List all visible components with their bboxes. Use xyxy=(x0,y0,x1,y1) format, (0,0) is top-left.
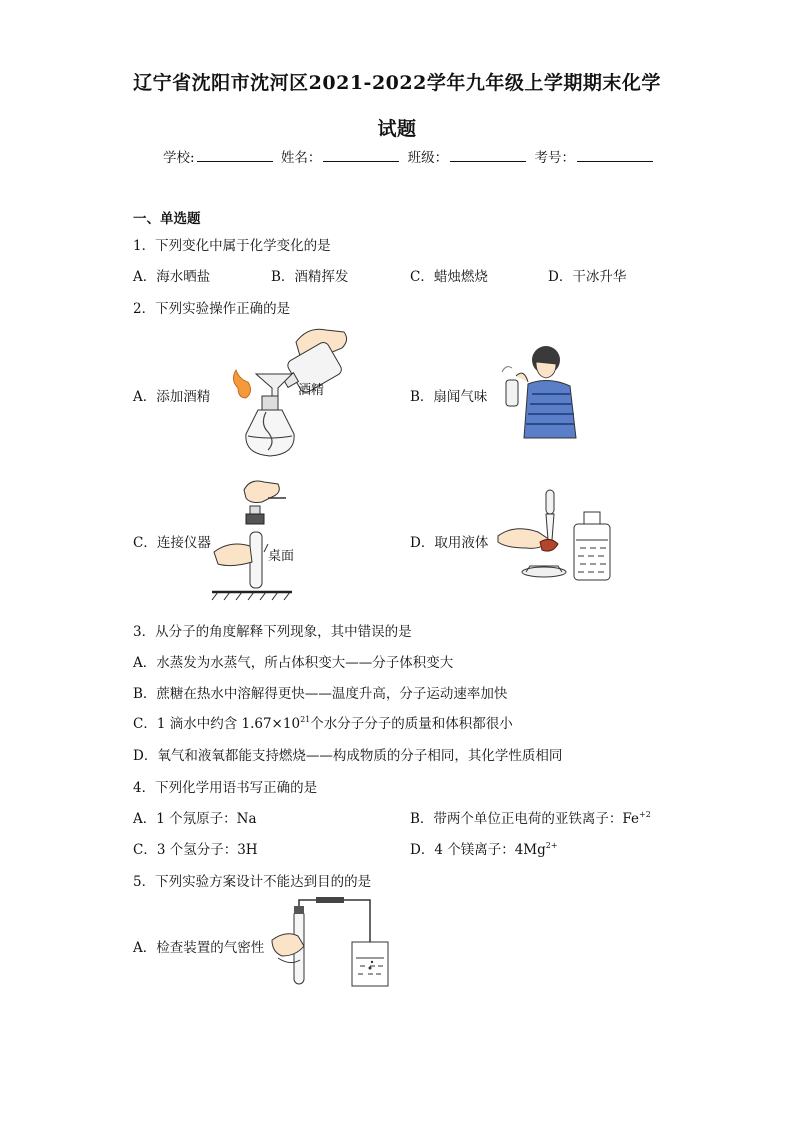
q4-option-d-text: D．4 个镁离子：4Mg xyxy=(410,842,546,858)
alcohol-label: 酒精 xyxy=(298,383,325,398)
exam-no-label: 考号： xyxy=(534,150,575,166)
desktop-label: 桌面 xyxy=(268,549,295,564)
exam-no-blank[interactable] xyxy=(577,147,653,162)
q3-stem: 3．从分子的角度解释下列现象，其中错误的是 xyxy=(133,624,412,640)
q4-option-b xyxy=(410,807,651,827)
q1-option-d: D．干冰升华 xyxy=(548,269,627,285)
q2-option-b: B．扇闻气味 xyxy=(410,389,488,405)
airtightness-figure xyxy=(270,896,395,992)
q1-option-c: C．蜡烛燃烧 xyxy=(410,269,488,285)
q4-option-d xyxy=(410,838,558,858)
q3-option-c-text: C．1 滴水中约含 1.67×10 xyxy=(133,716,301,732)
class-label: 班级： xyxy=(407,150,449,166)
q4-option-c: C．3 个氢分子：3H xyxy=(133,842,258,858)
name-blank[interactable] xyxy=(323,147,399,162)
q4-stem: 4．下列化学用语书写正确的是 xyxy=(133,780,318,796)
q2-option-a: A．添加酒精 xyxy=(133,389,211,405)
q2-stem: 2．下列实验操作正确的是 xyxy=(133,301,291,317)
q5-option-a: A．检查装置的气密性 xyxy=(133,940,265,956)
q4-option-a: A．1 个氖原子：Na xyxy=(133,811,257,827)
q3-option-d: D．氧气和液氧都能支持燃烧——构成物质的分子相同，其化学性质相同 xyxy=(133,748,563,764)
q2-option-c: C．连接仪器 xyxy=(133,535,211,551)
q1-stem: 1．下列变化中属于化学变化的是 xyxy=(133,238,331,254)
alcohol-lamp-figure xyxy=(218,322,358,462)
connect-apparatus-figure xyxy=(212,474,322,602)
q4-option-b-text: B．带两个单位正电荷的亚铁离子：Fe xyxy=(410,811,640,827)
q2-option-d: D．取用液体 xyxy=(410,535,489,551)
page-title-line2: 试题 xyxy=(377,118,417,140)
q3-option-b: B．蔗糖在热水中溶解得更快——温度升高，分子运动速率加快 xyxy=(133,686,508,702)
take-liquid-figure xyxy=(490,484,615,584)
school-blank[interactable] xyxy=(197,147,273,162)
page-title: 辽宁省沈阳市沈河区2021-2022学年九年级上学期期末化学 xyxy=(133,72,661,94)
q1-option-b: B．酒精挥发 xyxy=(271,269,349,285)
school-label: 学校: xyxy=(163,150,195,166)
q1-option-a: A．海水晒盐 xyxy=(133,269,211,285)
q4-option-b-charge: +2 xyxy=(639,810,651,819)
smell-fanning-figure xyxy=(498,342,588,442)
q3-option-c-exponent: 21 xyxy=(300,715,311,724)
class-blank[interactable] xyxy=(450,147,526,162)
q4-option-d-charge: 2+ xyxy=(545,841,558,850)
student-info-line xyxy=(163,146,657,166)
q3-option-c xyxy=(133,712,513,732)
q3-option-a: A．水蒸发为水蒸气，所占体积变大——分子体积变大 xyxy=(133,655,454,671)
section-heading: 一、单选题 xyxy=(133,211,201,227)
q3-option-c-text-end: 个水分子分子的质量和体积都很小 xyxy=(310,716,513,732)
q5-stem: 5．下列实验方案设计不能达到目的的是 xyxy=(133,874,372,890)
name-label: 姓名： xyxy=(280,150,322,166)
